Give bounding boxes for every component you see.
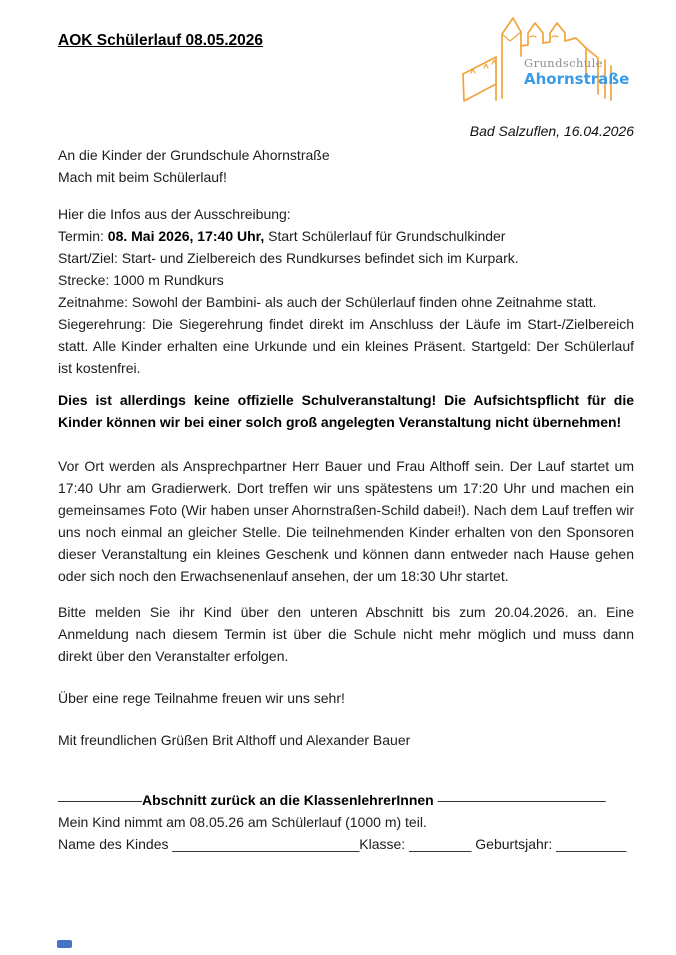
geburtsjahr-blank: _________ (556, 836, 627, 852)
closing-line: Mit freundlichen Grüßen Brit Althoff und Alexander Bauer (58, 732, 411, 748)
blue-footer-mark (57, 940, 72, 948)
termin-rest: Start Schülerlauf für Grundschulkinder (264, 228, 506, 244)
infos-intro-line: Hier die Infos aus der Ausschreibung: (58, 206, 291, 222)
dateline: Bad Salzuflen, 16.04.2026 (469, 123, 634, 139)
recipient-line: An die Kinder der Grundschule Ahornstraße (58, 147, 330, 163)
details-paragraph: Vor Ort werden als Ansprechpartner Herr Bauer und Frau Althoff sein. Der Lauf startet um 17:40 Uhr am Gradierwerk. Dort treffen wir uns spätestens um 17:20 Uhr und machen ein gemeinsames Foto (Wir haben unser Ahornstraßen-Schild dabei!). Nach dem Lauf treffen wir uns noch einmal an gleicher Stelle. Die teilnehmenden Kinder erhalten von den Sponsoren dieser Veranstaltung ein kleines Geschenk und können dann entweder nach Hause gehen oder sich noch den Erwachsenenlauf ansehen, der um 18:30 Uhr startet. (58, 458, 634, 584)
registration-paragraph: Bitte melden Sie ihr Kind über den unteren Abschnitt bis zum 20.04.2026. an. Eine Anmeldung nach diesem Termin ist über die Schule nicht mehr möglich und muss dann direkt über den Veranstalter erfolgen. (58, 604, 634, 664)
slip-form-line (58, 833, 634, 855)
child-name-label: Name des Kindes (58, 836, 173, 852)
slip-heading-label: Abschnitt zurück an die KlassenlehrerInnen (142, 792, 438, 808)
klasse-blank: ________ (409, 836, 472, 852)
warning-paragraph: Dies ist allerdings keine offizielle Schulveranstaltung! Die Aufsichtspflicht für die Kinder können wir bei einer solch groß angelegten Veranstaltung nicht übernehmen! (58, 392, 634, 430)
slip-confirmation-line: Mein Kind nimmt am 08.05.26 am Schülerlauf (1000 m) teil. (58, 814, 427, 830)
termin-label: Termin: (58, 228, 108, 244)
termin-line (58, 225, 634, 247)
klasse-label: Klasse: (359, 836, 410, 852)
page-title: AOK Schülerlauf 08.05.2026 (58, 32, 264, 49)
slip-dashes-left: —————— (58, 792, 142, 808)
geburtsjahr-label: Geburtsjahr: (471, 836, 557, 852)
school-logo-text (524, 56, 629, 88)
school-type-label: Grundschule (524, 56, 603, 70)
zeitnahme-line: Zeitnahme: Sowohl der Bambini- als auch der Schülerlauf finden ohne Zeitnahme statt. (58, 294, 597, 310)
tear-off-slip (58, 789, 634, 855)
start-ziel-line: Start/Ziel: Start- und Zielbereich des Rundkurses befindet sich im Kurpark. (58, 250, 519, 266)
recipient-block (58, 144, 634, 188)
infos-block (58, 203, 634, 379)
strecke-line: Strecke: 1000 m Rundkurs (58, 272, 224, 288)
siegerehrung-paragraph: Siegerehrung: Die Siegerehrung findet direkt im Anschluss der Läufe im Start-/Zielbereich statt. Alle Kinder erhalten eine Urkunde und ein kleines Präsent. Startgeld: Der Schülerlauf ist kostenfrei. (58, 316, 634, 376)
school-logo (458, 14, 630, 112)
slip-dashes-right: ———————————— (437, 792, 606, 808)
slip-heading-line (58, 789, 634, 811)
termin-datetime: 08. Mai 2026, 17:40 Uhr, (107, 228, 265, 244)
appeal-line: Mach mit beim Schülerlauf! (58, 169, 227, 185)
participation-line: Über eine rege Teilnahme freuen wir uns sehr! (58, 690, 345, 706)
child-name-blank: ________________________ (172, 836, 360, 852)
school-name-label: Ahornstraße (524, 70, 630, 88)
